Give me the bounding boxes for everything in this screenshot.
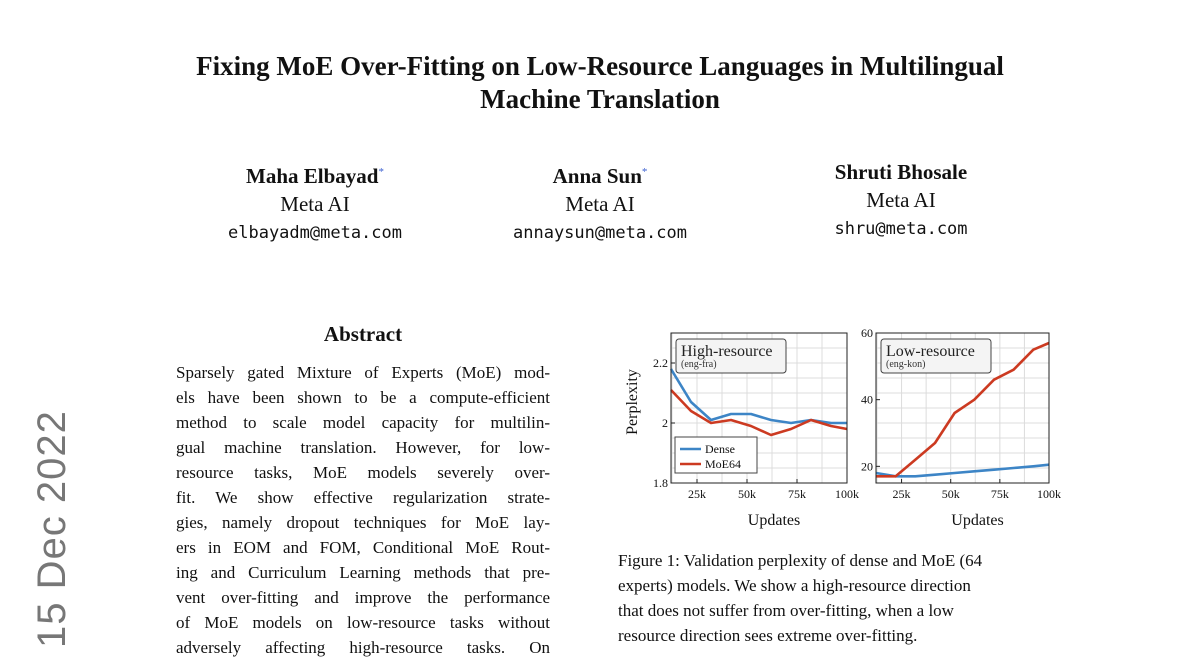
y-axis-label: Perplexity — [624, 369, 641, 435]
x-tick-label: 100k — [1037, 487, 1061, 501]
chart-title: High-resource — [681, 343, 773, 360]
x-tick-label: 100k — [835, 487, 859, 501]
author-email[interactable]: shru@meta.com — [834, 219, 968, 239]
abstract-line: method to scale model capacity for multilin- — [176, 413, 550, 432]
chart-panel-1 — [624, 333, 859, 529]
author-affiliation: Meta AI — [866, 188, 936, 212]
equal-contribution-mark: * — [641, 166, 648, 178]
author-name: Shruti Bhosale — [834, 160, 968, 184]
author-name: Anna Sun — [552, 164, 642, 188]
caption-line: Figure 1: Validation perplexity of dense and MoE (64 — [618, 551, 983, 570]
chart-subtitle: (eng-kon) — [886, 359, 926, 370]
abstract-line: ers in EOM and FOM, Conditional MoE Rout- — [176, 538, 550, 557]
y-tick-label: 1.8 — [653, 476, 668, 490]
y-tick-label: 40 — [861, 392, 873, 407]
abstract-line: resource tasks, MoE models severely over- — [176, 463, 550, 482]
abstract-line: gual machine translation. However, for low- — [176, 438, 550, 457]
abstract-line: of MoE models on low-resource tasks without — [176, 613, 550, 632]
title-line-1: Fixing MoE Over-Fitting on Low-Resource Languages in Multilingual — [196, 51, 1004, 81]
x-tick-label: 25k — [688, 487, 706, 501]
abstract-line: gies, namely dropout techniques for MoE lay- — [176, 513, 550, 532]
abstract-line: fit. We show effective regularization strate- — [176, 488, 550, 507]
arxiv-date-stamp: 15 Dec 2022 — [30, 410, 74, 648]
author-affiliation: Meta AI — [280, 192, 350, 216]
abstract-line: ing and Curriculum Learning methods that pre- — [176, 563, 550, 582]
equal-contribution-mark: * — [378, 166, 384, 178]
x-tick-label: 75k — [990, 487, 1009, 501]
x-tick-label: 25k — [892, 487, 911, 501]
abstract-line: Sparsely gated Mixture of Experts (MoE) mod- — [176, 363, 550, 382]
y-tick-label: 20 — [861, 459, 873, 474]
x-tick-label: 50k — [738, 487, 756, 501]
author-email[interactable]: elbayadm@meta.com — [228, 223, 402, 243]
caption-line: that does not suffer from over-fitting, when a low — [618, 601, 954, 620]
figure-caption — [618, 548, 1058, 648]
author-email[interactable]: annaysun@meta.com — [513, 223, 687, 243]
caption-line: experts) models. We show a high-resource direction — [618, 576, 971, 595]
x-tick-label: 50k — [941, 487, 960, 501]
abstract-line: els have been shown to be a compute-efficient — [176, 388, 550, 407]
y-tick-label: 2.2 — [653, 356, 668, 370]
abstract-heading: Abstract — [323, 322, 403, 346]
title-line-2: Machine Translation — [480, 84, 720, 114]
legend-label-moe64: MoE64 — [705, 457, 741, 471]
y-tick-label: 60 — [861, 326, 873, 340]
chart-subtitle: (eng-fra) — [681, 359, 717, 370]
legend-label-dense: Dense — [705, 442, 735, 456]
chart-title: Low-resource — [886, 343, 975, 360]
author-affiliation: Meta AI — [565, 192, 635, 216]
author-name: Maha Elbayad — [246, 164, 379, 188]
abstract-line: adversely affecting high-resource tasks. On — [176, 638, 550, 657]
chart-panel-2 — [861, 326, 1061, 529]
y-tick-label: 2 — [662, 416, 668, 430]
x-axis-label: Updates — [951, 512, 1004, 529]
x-axis-label: Updates — [747, 512, 801, 529]
abstract-line: vent over-fitting and improve the performance — [176, 588, 550, 607]
x-tick-label: 75k — [788, 487, 806, 501]
caption-line: resource direction sees extreme over-fitting. — [618, 626, 918, 645]
